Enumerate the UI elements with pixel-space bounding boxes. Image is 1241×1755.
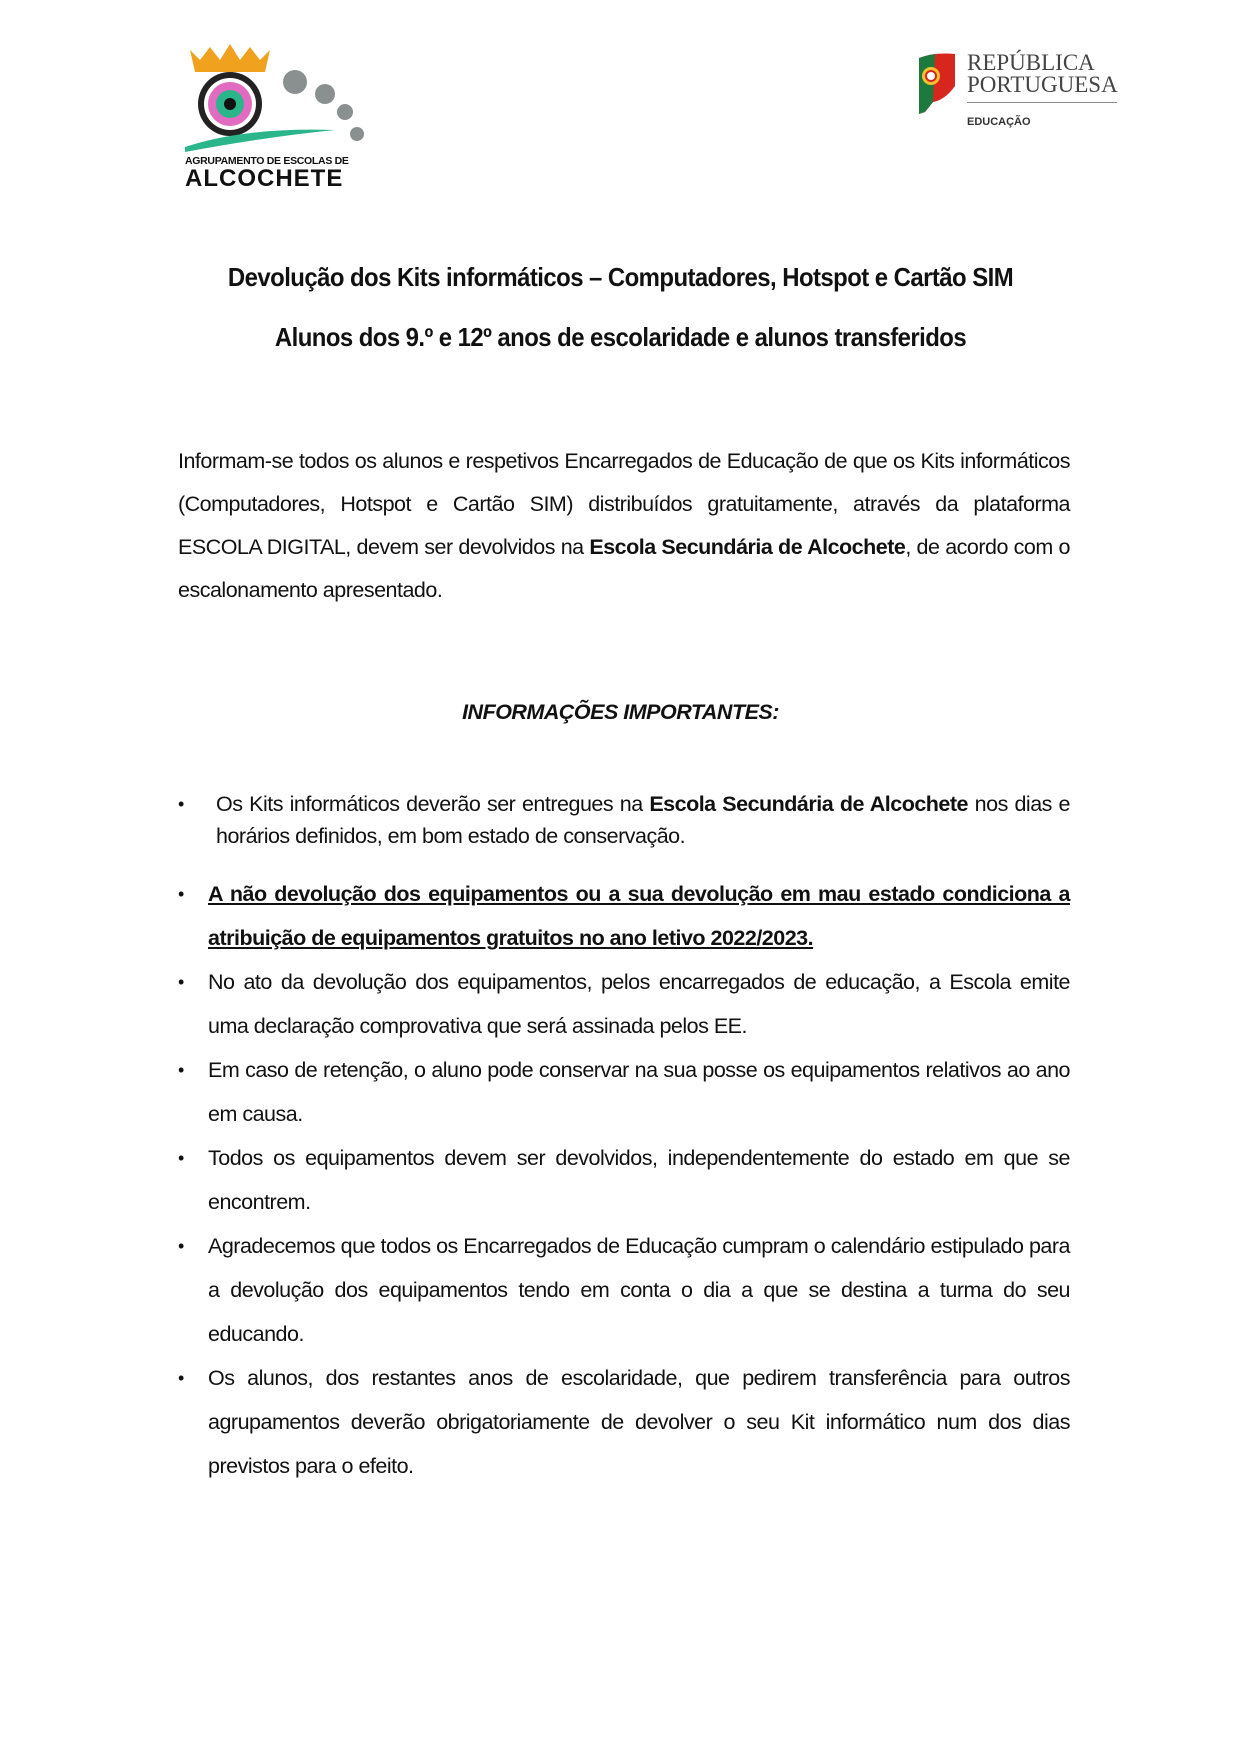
bullet-school-name: Escola Secundária de Alcochete [649,792,969,816]
bullet-icon: • [178,794,184,814]
bullet-text: Os alunos, dos restantes anos de escolaridade, que pedirem transferência para outros agrupamentos deverão obrigatoriamente de devolver o seu Kit informático num dos dias previstos para o efeito. [208,1366,1070,1478]
bullet-icon: • [178,1236,184,1256]
list-item [178,872,1070,960]
list-item [178,1356,1070,1488]
list-item [178,1048,1070,1136]
bullet-icon: • [178,972,184,992]
republica-portuguesa-logo [915,52,1125,142]
document-title: Devolução dos Kits informáticos – Computadores, Hotspot e Cartão SIM [227,262,1014,292]
bullet-icon: • [178,1148,184,1168]
bullet-warning-text: A não devolução dos equipamentos ou a sua devolução em mau estado condiciona a atribuição de equipamentos gratuitos no ano letivo 2022/2023. [208,882,1070,950]
info-list [178,788,1070,1488]
intro-school-name: Escola Secundária de Alcochete [589,535,906,559]
bullet-text: nos dias e horários definidos, em bom estado de conservação. [216,792,1071,848]
document-subtitle: Alunos dos 9.º e 12º anos de escolaridade e alunos transferidos [274,322,967,352]
agrupamento-logo [185,42,365,192]
portugal-flag-icon [915,52,957,116]
section-heading: INFORMAÇÕES IMPORTANTES: [462,700,779,724]
logo-divider [967,102,1117,103]
logo-educacao: EDUCAÇÃO [967,116,1031,128]
intro-paragraph [178,440,1070,612]
bullet-icon: • [178,1368,184,1388]
list-item [178,960,1070,1048]
bullet-text: Todos os equipamentos devem ser devolvidos, independentemente do estado em que se encontrem. [208,1146,1070,1214]
bullet-text: Em caso de retenção, o aluno pode conservar na sua posse os equipamentos relativos ao ano em causa. [208,1058,1070,1126]
logo-line1: AGRUPAMENTO DE ESCOLAS DE [185,155,349,167]
logo-republica: REPÚBLICA [967,50,1095,75]
list-item [178,1224,1070,1356]
bullet-text: No ato da devolução dos equipamentos, pelos encarregados de educação, a Escola emite uma declaração comprovativa que será assinada pelos EE. [208,970,1070,1038]
logo-portuguesa: PORTUGUESA [967,72,1118,97]
crown-rosette-icon [185,42,365,152]
bullet-icon: • [178,1060,184,1080]
bullet-text: Os Kits informáticos deverão ser entregues na [216,792,650,816]
logo-line2: ALCOCHETE [185,165,344,192]
bullet-text: Agradecemos que todos os Encarregados de Educação cumpram o calendário estipulado para a devolução dos equipamentos tendo em conta o dia a que se destina a turma do seu educando. [208,1234,1070,1346]
list-item [178,788,1070,852]
bullet-icon: • [178,884,184,904]
intro-text-1: Informam-se todos os alunos e respetivos Encarregados de Educação de que os Kits informáticos (Computadores, Hotspot e Cartão SIM) distribuídos gratuitamente, através da plataforma ESCOLA DIGITAL, devem ser devolvidos na [178,449,1070,559]
list-item [178,1136,1070,1224]
intro-text-2: , de acordo com o escalonamento apresentado. [178,535,1070,602]
